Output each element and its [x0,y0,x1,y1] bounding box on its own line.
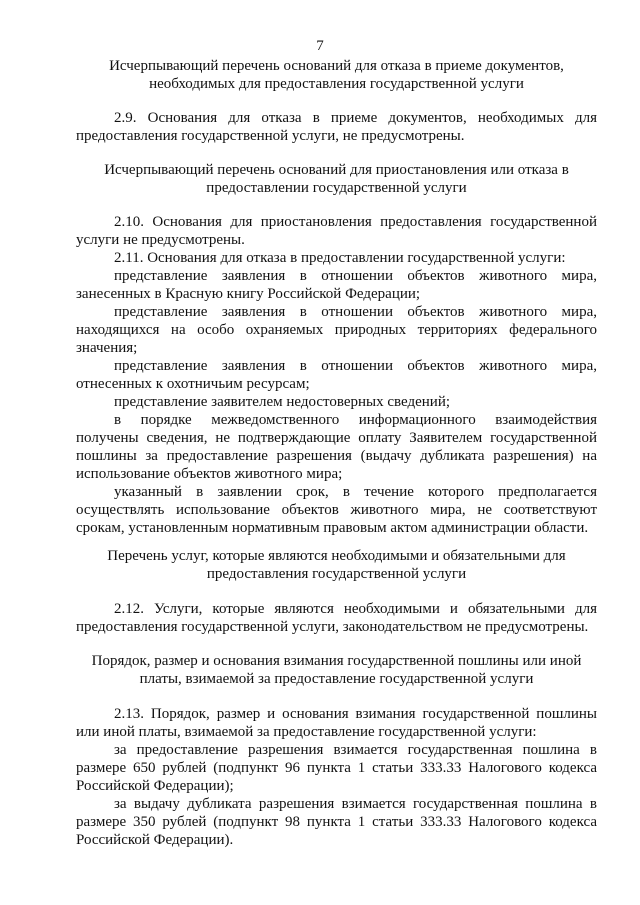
list-item-line: представление заявления в отношении объектов животного мира, [114,268,597,284]
paragraph-2-9 [76,109,597,145]
heading-line: предоставлении государственной услуги [206,180,467,196]
list-item-line: значения; [76,340,138,356]
paragraph-line: предоставления государственной услуги, не предусмотрены. [76,128,465,144]
paragraph-2-12 [76,600,597,636]
heading-refusal-documents [76,57,597,93]
list-item-line: Российской Федерации); [76,778,234,794]
paragraph-line: 2.13. Порядок, размер и основания взимания государственной пошлины [114,706,597,722]
list-item-line: указанный в заявлении срок, в течение которого предполагается [114,484,597,500]
list-item-line: осуществлять использование объектов животного мира, не соответствуют [76,502,597,518]
list-item-line: представление заявления в отношении объектов животного мира, [114,358,597,374]
heading-suspension-refusal [76,161,597,197]
heading-line: Порядок, размер и основания взимания государственной пошлины или иной [91,653,582,669]
paragraph-2-13 [76,705,597,849]
heading-state-duty [76,652,597,688]
paragraph-line: 2.9. Основания для отказа в приеме документов, необходимых для [114,110,597,126]
list-item-line: представление заявления в отношении объектов животного мира, [114,304,597,320]
heading-line: предоставления государственной услуги [206,566,467,582]
list-item-line: пошлины за предоставление разрешения (выдачу дубликата разрешения) на [76,448,597,464]
list-item-line: Российской Федерации). [76,832,234,848]
paragraph-line: 2.10. Основания для приостановления предоставления государственной [114,214,597,230]
list-item-line: занесенных в Красную книгу Российской Федерации; [76,286,421,302]
list-item-line: размере 350 рублей (подпункт 98 пункта 1 статьи 333.33 Налогового кодекса [76,814,597,830]
heading-line: платы, взимаемой за предоставление государственной услуги [139,671,534,687]
paragraph-2-11 [76,249,597,537]
heading-line: Перечень услуг, которые являются необходимыми и обязательными для [107,548,566,564]
heading-line: Исчерпывающий перечень оснований для отказа в приеме документов, [109,58,564,74]
list-item-line: размере 650 рублей (подпункт 96 пункта 1 статьи 333.33 Налогового кодекса [76,760,597,776]
heading-line: необходимых для предоставления государственной услуги [149,76,524,92]
list-item-line: получены сведения, не подтверждающие оплату Заявителем государственной [76,430,597,446]
paragraph-2-10 [76,213,597,249]
paragraph-line: или иной платы, взимаемой за предоставление государственной услуги: [76,724,537,740]
page-number: 7 [316,38,324,54]
paragraph-line: 2.11. Основания для отказа в предоставлении государственной услуги: [114,250,566,266]
list-item-line: представление заявителем недостоверных сведений; [114,394,451,410]
paragraph-line: предоставления государственной услуги, законодательством не предусмотрены. [76,619,589,635]
list-item-line: срокам, установленным нормативным правовым актом администрации области. [76,520,589,536]
paragraph-line: 2.12. Услуги, которые являются необходимыми и обязательными для [114,601,597,617]
heading-line: Исчерпывающий перечень оснований для приостановления или отказа в [104,162,569,178]
list-item-line: отнесенных к охотничьим ресурсам; [76,376,310,392]
paragraph-line: услуги не предусмотрены. [76,232,245,248]
list-item-line: за выдачу дубликата разрешения взимается государственная пошлина в [114,796,597,812]
list-item-line: находящихся на особо охраняемых природных территориях федерального [76,322,597,338]
list-item-line: за предоставление разрешения взимается государственная пошлина в [114,742,597,758]
list-item-line: использование объектов животного мира; [76,466,343,482]
heading-necessary-services [76,547,597,583]
list-item-line: в порядке межведомственного информационного взаимодействия [114,412,597,428]
